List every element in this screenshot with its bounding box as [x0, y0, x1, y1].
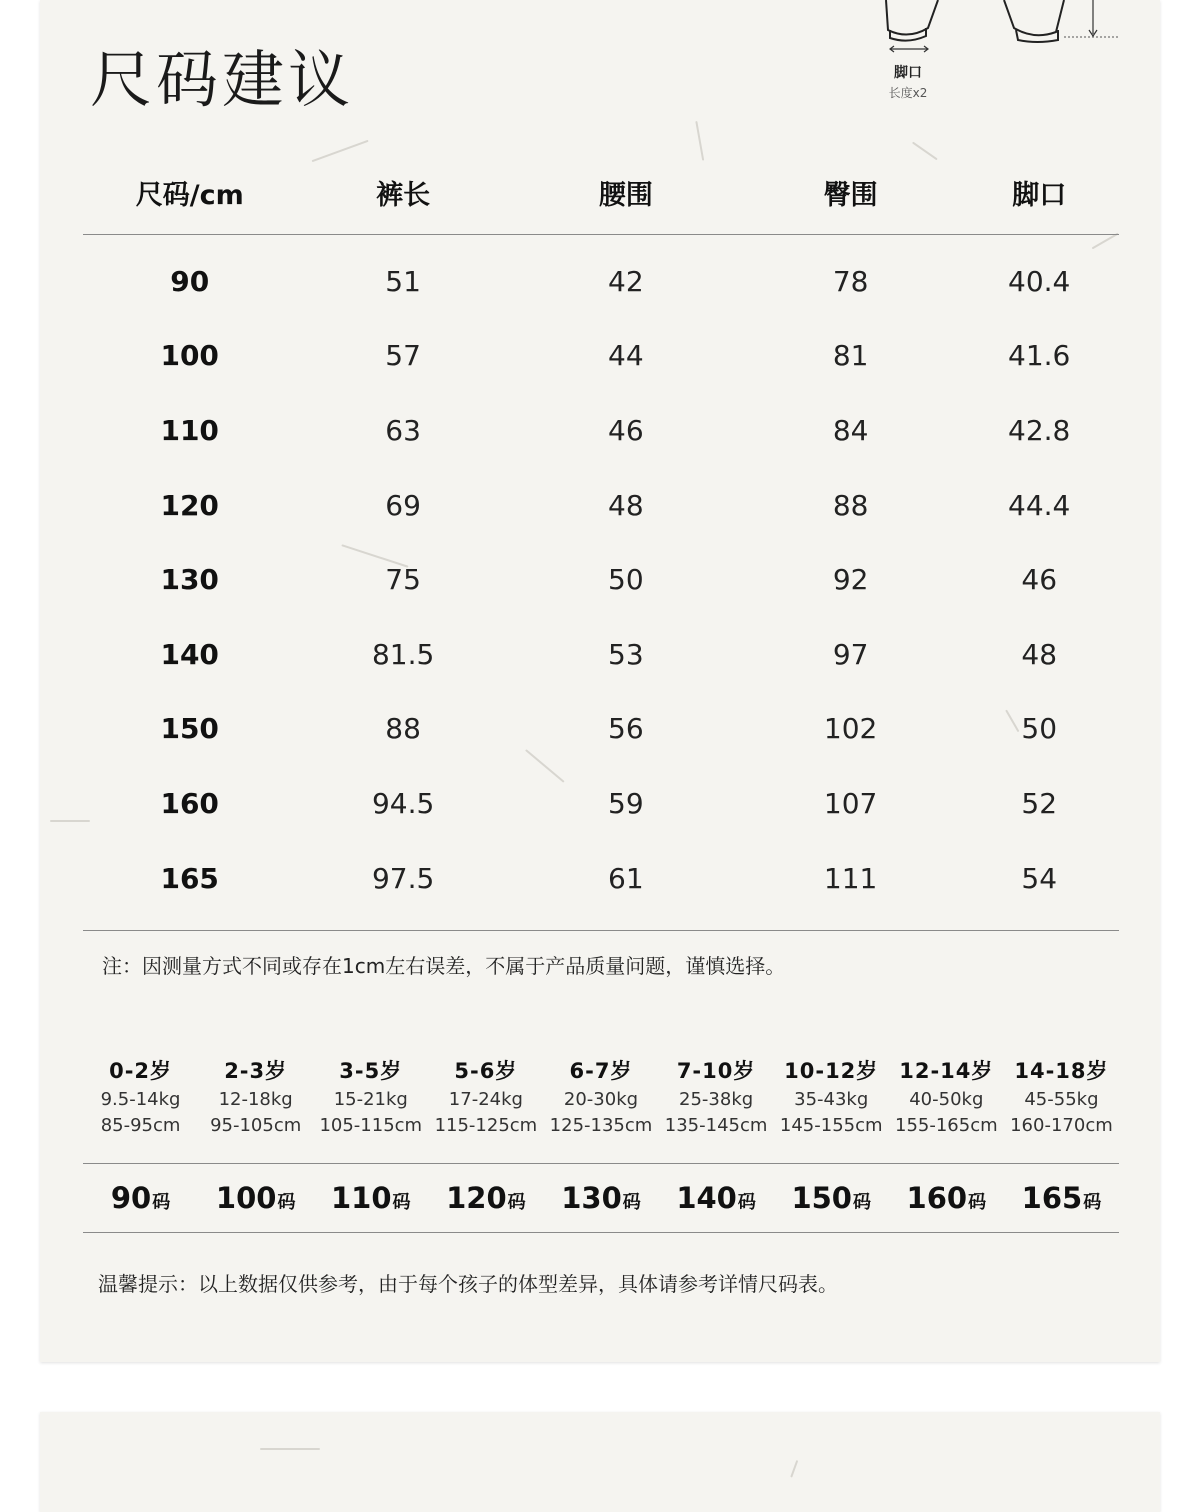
pants-cuff-icon	[820, 0, 1120, 110]
table-cell: 53	[608, 637, 644, 671]
table-cell: 40.4	[1008, 264, 1071, 298]
table-cell: 48	[608, 488, 644, 522]
table-cell: 107	[823, 786, 878, 820]
age-weight: 40-50kg	[909, 1089, 984, 1110]
table-cell: 69	[385, 488, 421, 522]
table-cell: 88	[832, 488, 869, 522]
size-code-suffix: 码	[622, 1192, 641, 1213]
size-code-row	[83, 1163, 1119, 1233]
size-table	[83, 150, 1119, 931]
age-group	[198, 1055, 313, 1137]
table-row	[83, 692, 1119, 767]
size-code-number: 120	[446, 1181, 507, 1215]
table-cell: 42.8	[1008, 413, 1071, 447]
table-cell: 94.5	[371, 786, 435, 820]
header-waist: 腰围	[510, 150, 742, 235]
table-row	[83, 393, 1119, 468]
size-code	[313, 1164, 428, 1232]
table-cell: 50	[1021, 712, 1058, 746]
age-label: 14-18岁	[1014, 1059, 1109, 1083]
table-cell: 90	[170, 264, 210, 298]
table-row	[83, 841, 1119, 931]
table-cell: 140	[160, 637, 219, 671]
age-group	[1004, 1055, 1119, 1137]
cuff-label: 脚口	[894, 65, 922, 81]
size-code-number: 150	[791, 1181, 852, 1215]
size-code-suffix: 码	[968, 1192, 987, 1213]
table-cell: 46	[1021, 563, 1058, 597]
age-weight: 45-55kg	[1024, 1089, 1099, 1110]
age-height: 160-170cm	[1010, 1115, 1113, 1136]
age-label: 2-3岁	[224, 1059, 288, 1083]
age-guide	[83, 1055, 1119, 1137]
age-label: 10-12岁	[784, 1059, 879, 1083]
age-label: 6-7岁	[569, 1059, 633, 1083]
size-code-number: 100	[215, 1181, 277, 1215]
size-code	[428, 1164, 543, 1232]
table-cell: 44	[608, 339, 644, 373]
size-code	[543, 1164, 658, 1232]
table-cell: 81.5	[371, 637, 435, 671]
size-code-number: 160	[906, 1181, 968, 1215]
table-cell: 160	[160, 786, 219, 820]
paper-fiber	[790, 1460, 798, 1477]
age-weight: 12-18kg	[218, 1089, 293, 1110]
table-row	[83, 617, 1119, 692]
size-code	[774, 1164, 889, 1232]
size-code	[198, 1164, 313, 1232]
age-label: 3-5岁	[339, 1059, 403, 1083]
size-code-number: 130	[561, 1181, 622, 1215]
size-code	[659, 1164, 774, 1232]
size-code-suffix: 码	[737, 1192, 756, 1213]
age-label: 12-14岁	[899, 1059, 994, 1083]
table-row	[83, 542, 1119, 617]
size-code-suffix: 码	[152, 1192, 171, 1213]
table-cell: 44.4	[1008, 488, 1071, 522]
table-cell: 84	[832, 413, 869, 447]
age-weight: 17-24kg	[448, 1089, 523, 1110]
header-hip: 臀围	[742, 150, 960, 235]
age-group	[313, 1055, 428, 1137]
age-weight: 25-38kg	[679, 1089, 754, 1110]
age-height: 145-155cm	[779, 1115, 883, 1136]
table-cell: 102	[823, 712, 878, 746]
age-height: 135-145cm	[664, 1115, 768, 1136]
table-cell: 42	[608, 264, 644, 298]
table-cell: 88	[385, 712, 421, 746]
page-title: 尺码建议	[90, 43, 355, 116]
table-cell: 100	[160, 339, 219, 373]
table-cell: 97.5	[296, 841, 509, 931]
table-cell: 92	[832, 563, 869, 597]
age-height: 105-115cm	[319, 1115, 423, 1136]
size-code-suffix: 码	[852, 1192, 871, 1213]
table-cell: 111	[742, 841, 960, 931]
table-cell: 130	[160, 563, 219, 597]
age-weight: 35-43kg	[794, 1089, 869, 1110]
table-cell: 120	[160, 488, 219, 522]
size-code-number: 140	[676, 1181, 737, 1215]
age-weight: 9.5-14kg	[100, 1089, 181, 1110]
header-cuff: 脚口	[959, 150, 1119, 235]
size-table-header	[83, 150, 1119, 235]
age-group	[774, 1055, 889, 1137]
age-height: 95-105cm	[210, 1115, 302, 1136]
age-group	[543, 1055, 658, 1137]
next-section-card	[40, 1412, 1160, 1512]
age-height: 85-95cm	[100, 1115, 181, 1136]
table-cell: 41.6	[1008, 339, 1071, 373]
age-label: 5-6岁	[454, 1059, 518, 1083]
measurement-note: 注：因测量方式不同或存在1cm左右误差，不属于产品质量问题，谨慎选择。	[102, 954, 786, 978]
table-cell: 81	[832, 339, 869, 373]
age-group	[659, 1055, 774, 1137]
size-code	[1004, 1164, 1119, 1232]
table-cell: 50	[608, 563, 644, 597]
age-label: 7-10岁	[676, 1059, 756, 1083]
table-cell: 57	[385, 339, 421, 373]
table-cell: 110	[160, 413, 219, 447]
age-label: 0-2岁	[109, 1059, 173, 1083]
age-group	[889, 1055, 1004, 1137]
table-cell: 61	[510, 841, 742, 931]
table-row	[83, 766, 1119, 841]
size-code-number: 110	[331, 1181, 392, 1215]
table-cell: 165	[83, 841, 296, 931]
table-cell: 56	[608, 712, 644, 746]
size-code	[889, 1164, 1004, 1232]
age-height: 155-165cm	[895, 1115, 998, 1136]
size-code-number: 165	[1021, 1181, 1083, 1215]
table-cell: 51	[385, 264, 421, 298]
table-row	[83, 235, 1119, 319]
age-height: 115-125cm	[434, 1115, 538, 1136]
age-weight: 20-30kg	[563, 1089, 639, 1110]
table-cell: 48	[1021, 637, 1058, 671]
table-cell: 59	[608, 786, 644, 820]
age-group	[428, 1055, 543, 1137]
size-code-number: 90	[110, 1181, 152, 1215]
size-code-suffix: 码	[277, 1192, 296, 1213]
age-weight: 15-21kg	[333, 1089, 408, 1110]
size-code	[83, 1164, 198, 1232]
header-size: 尺码/cm	[83, 150, 296, 235]
size-code-suffix: 码	[392, 1192, 411, 1213]
age-height: 125-135cm	[549, 1115, 653, 1136]
table-row	[83, 468, 1119, 543]
size-guide-card	[40, 0, 1160, 1362]
header-length: 裤长	[296, 150, 509, 235]
reference-tip: 温馨提示：以上数据仅供参考，由于每个孩子的体型差异，具体请参考详情尺码表。	[98, 1272, 838, 1296]
cuff-sublabel: 长度x2	[888, 86, 928, 100]
table-cell: 46	[608, 413, 644, 447]
table-cell: 78	[832, 264, 869, 298]
table-cell: 97	[832, 637, 869, 671]
table-row	[83, 319, 1119, 394]
table-cell: 54	[959, 841, 1119, 931]
size-code-suffix: 码	[1083, 1192, 1102, 1213]
table-cell: 63	[385, 413, 421, 447]
size-code-suffix: 码	[507, 1192, 526, 1213]
age-group	[83, 1055, 198, 1137]
paper-fiber	[260, 1448, 320, 1450]
table-cell: 75	[385, 563, 421, 597]
table-cell: 150	[160, 712, 219, 746]
cuff-diagram	[820, 0, 1120, 110]
table-cell: 52	[1021, 786, 1058, 820]
